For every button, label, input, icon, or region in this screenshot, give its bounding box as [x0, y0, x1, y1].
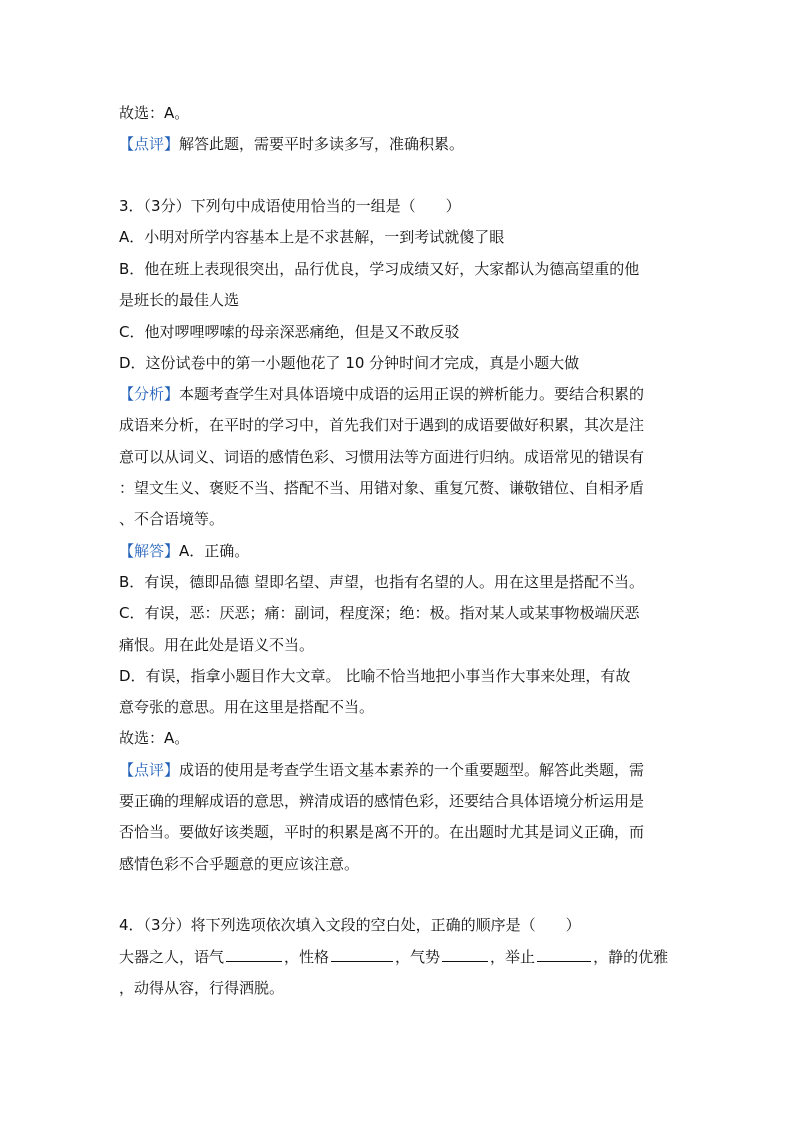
q3-comment-line: 感情色彩不合乎题意的更应该注意。: [119, 855, 360, 873]
q3-comment-line: 否恰当。要做好该类题，平时的积累是离不开的。在出题时尤其是词义正确，而: [119, 823, 645, 841]
analysis-tag: 【分析】: [119, 385, 180, 403]
passage-segment: ，气势: [395, 948, 441, 966]
q3-option-a: A．小明对所学内容基本上是不求甚解，一到考试就傻了眼: [119, 228, 505, 246]
q3-option-d: D．这份试卷中的第一小题他花了 10 分钟时间才完成，真是小题大做: [119, 354, 580, 372]
q3-solution-line: C．有误，恶：厌恶；痛：副词，程度深；绝：极。指对某人或某事物极端厌恶: [119, 604, 640, 622]
q3-comment: [119, 759, 689, 781]
passage-segment: 大器之人，语气: [119, 948, 225, 966]
q3-option-b: B．他在班上表现很突出，品行优良，学习成绩又好，大家都认为德高望重的他: [119, 260, 640, 278]
q3-analysis-line: 成语来分析，在平时的学习中，首先我们对于遇到的成语要做好积累，其次是注: [119, 416, 645, 434]
q3-solution-line: 痛恨。用在此处是语义不当。: [119, 636, 315, 654]
q3-solution-line: D．有误，指拿小题目作大文章。 比喻不恰当地把小事当作大事来处理，有故: [119, 667, 631, 685]
passage-segment: ，性格: [284, 948, 330, 966]
analysis-text: 本题考查学生对具体语境中成语的运用正误的辨析能力。要结合积累的: [179, 385, 645, 403]
solution-text: A．正确。: [179, 542, 250, 560]
q4-stem: 4．（3分）将下列选项依次填入文段的空白处，正确的顺序是（ ）: [119, 916, 581, 934]
q3-solution-line: B．有误，德即品德 望即名望、声望，也指有名望的人。用在这里是搭配不当。: [119, 573, 645, 591]
q4-passage-line: [119, 945, 689, 968]
fill-blank-3: [442, 945, 488, 962]
prev-comment: [119, 133, 689, 155]
q3-option-b-cont: 是班长的最佳人选: [119, 291, 240, 309]
q3-stem: 3．（3分）下列句中成语使用恰当的一组是（ ）: [119, 197, 461, 215]
fill-blank-1: [226, 945, 282, 962]
comment-text: 成语的使用是考查学生语文基本素养的一个重要题型。解答此类题，需: [179, 761, 645, 779]
q3-option-c: C．他对啰哩啰嗦的母亲深恶痛绝，但是又不敢反驳: [119, 323, 460, 341]
q3-analysis-line: ：望文生义、褒贬不当、搭配不当、用错对象、重复冗赘、谦敬错位、自相矛盾: [119, 479, 645, 497]
q3-analysis-line: 意可以从词义、词语的感情色彩、习惯用法等方面进行归纳。成语常见的错误有: [119, 448, 645, 466]
fill-blank-4: [537, 945, 591, 962]
comment-text: 解答此题，需要平时多读多写，准确积累。: [179, 135, 465, 153]
comment-tag: 【点评】: [119, 761, 180, 779]
prev-answer: 故选：A。: [119, 104, 190, 122]
q3-analysis-line: 、不合语境等。: [119, 510, 225, 528]
q3-comment-line: 要正确的理解成语的意思，辨清成语的感情色彩，还要结合具体语境分析运用是: [119, 792, 645, 810]
q3-solution-line: 意夸张的意思。用在这里是搭配不当。: [119, 698, 375, 716]
fill-blank-2: [331, 945, 393, 962]
passage-segment: ，静的优雅: [593, 948, 669, 966]
solution-tag: 【解答】: [119, 542, 180, 560]
q3-analysis: [119, 383, 689, 405]
passage-segment: ，举止: [490, 948, 536, 966]
q3-solution: [119, 540, 689, 562]
comment-tag: 【点评】: [119, 135, 180, 153]
q4-passage-line-2: ，动得从容，行得洒脱。: [119, 979, 285, 997]
q3-answer: 故选：A。: [119, 729, 190, 747]
